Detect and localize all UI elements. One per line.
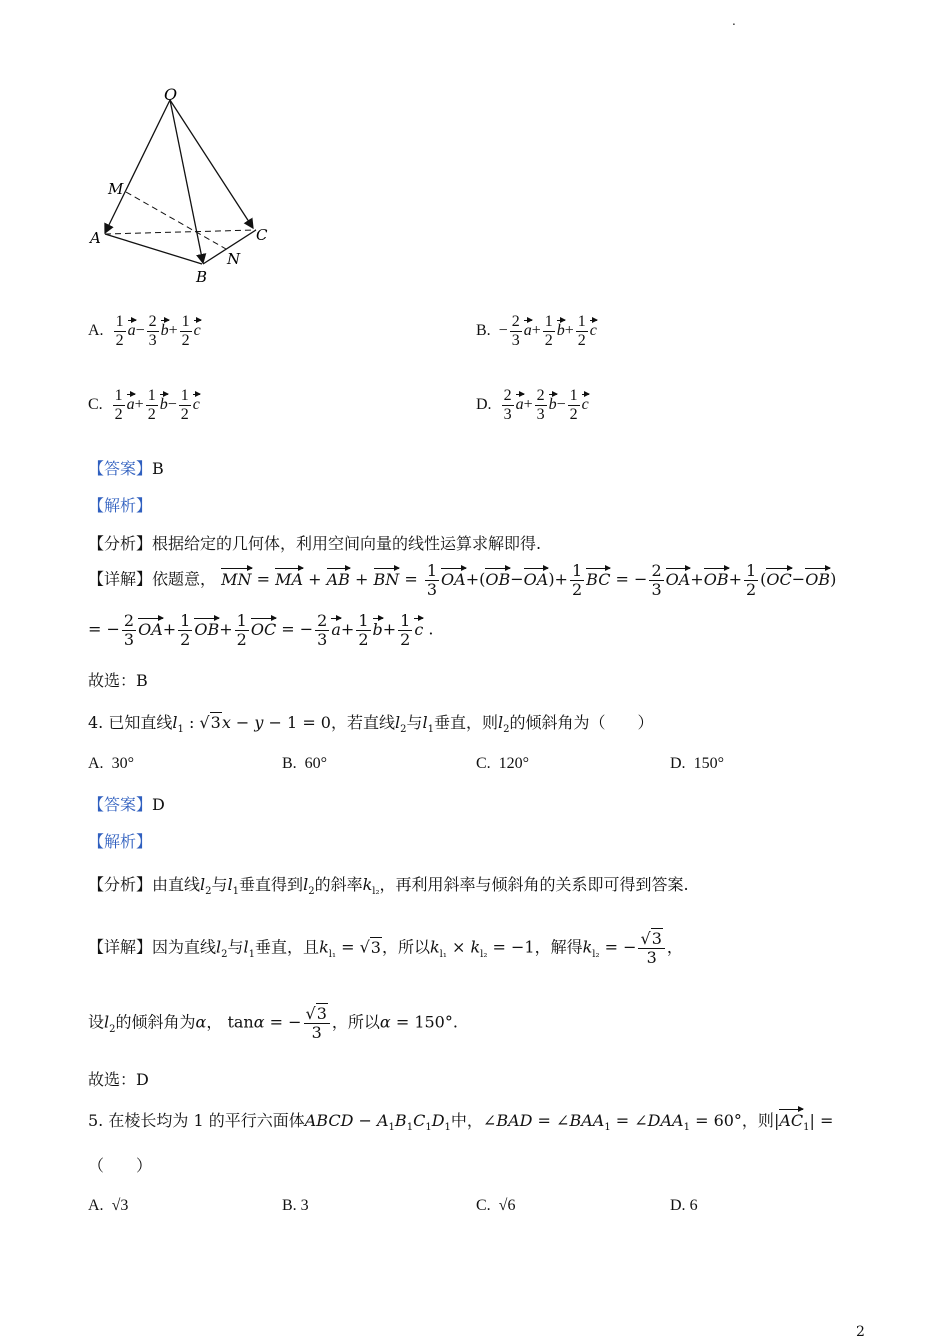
q3-option-c: C. $\frac{1}{2}$ a+ $\frac{1}{2}$ b− $\frac{1}{2}$ c <box>88 387 200 423</box>
q5-paren: （ ） <box>88 1156 153 1175</box>
q5-option-b: B. 3 <box>282 1197 309 1214</box>
page-number: 2 <box>856 1324 865 1340</box>
q3-analysis-tag: 【解析】 <box>88 496 153 515</box>
q5-option-c: C. √6 <box>476 1197 516 1214</box>
q4-detail-line1: 【详解】因为直线$l_2$与$l_1$垂直，且$k_{l_1} = √3$，所以$k_{l_1} \times k_{l_2} = -1$，解得$k_{l_2}$ = − $\frac{√3}{3}$ ， <box>88 929 683 967</box>
top-dot: . <box>732 14 736 28</box>
q3-option-d: D. $\frac{2}{3}$ a+ $\frac{2}{3}$ b− $\frac{1}{2}$ c <box>476 387 589 423</box>
label-N: N <box>227 250 241 268</box>
q4-detail-line2: 设$l_2$的倾斜角为α， tanα = − $\frac{√3}{3}$ ，所以α = 150°. <box>88 1004 458 1042</box>
q4-option-d: D. 150° <box>670 755 724 772</box>
tetrahedron-figure <box>80 80 290 290</box>
q3-choice: 故选：B <box>88 671 148 690</box>
q3-option-b: B. − $\frac{2}{3}$ a+ $\frac{1}{2}$ b+ $\frac{1}{2}$ c <box>476 313 597 349</box>
q3-detail-line1: 【详解】依题意， MN = MA + AB + BN = $\frac{1}{3}$ OA+(OB−OA)+ $\frac{1}{2}$ BC = − $\frac{2}{3}$ OA+OB+ $\frac{1}{2}$ (OC−OB) <box>88 561 837 599</box>
label-C: C <box>256 226 268 244</box>
label-A: A <box>90 229 101 247</box>
q4-answer: 【答案】D <box>88 795 165 814</box>
q3-answer: 【答案】B <box>88 459 164 478</box>
label-M: M <box>108 180 124 198</box>
q3-option-a: A. $\frac{1}{2}$ a− $\frac{2}{3}$ b+ $\frac{1}{2}$ c <box>88 313 201 349</box>
q4-choice: 故选：D <box>88 1070 149 1089</box>
q4-option-b: B. 60° <box>282 755 328 772</box>
q5-option-a: A. √3 <box>88 1197 129 1214</box>
q4-analysis-tag: 【解析】 <box>88 832 153 851</box>
q4-option-c: C. 120° <box>476 755 530 772</box>
label-B: B <box>196 268 208 286</box>
q5-stem: 5. 在棱长均为 1 的平行六面体ABCD − $A_1B_1C_1D_1$中，∠BAD = $\angle BAA_1$ = $\angle DAA_1 = 60^\circ$，则$|AC_1|$ = <box>88 1111 834 1134</box>
label-O: O <box>164 85 178 104</box>
q4-fenxi: 【分析】由直线$l_2$与$l_1$垂直得到$l_2$的斜率$k_{l_2}$，再利用斜率与倾斜角的关系即可得到答案. <box>88 875 689 898</box>
q3-detail-line2: = − $\frac{2}{3}$ OA+ $\frac{1}{2}$ OB+ $\frac{1}{2}$ OC = − $\frac{2}{3}$ a+ $\frac{1}{2}$ b+ $\frac{1}{2}$ c . <box>88 611 434 649</box>
q4-stem: 4. 已知直线$l_1$ : √3x − y − 1 = 0，若直线$l_2$与$l_1$垂直，则$l_2$的倾斜角为（ ） <box>88 713 654 736</box>
q3-fenxi: 【分析】根据给定的几何体，利用空间向量的线性运算求解即得. <box>88 534 542 553</box>
q5-option-d: D. 6 <box>670 1197 698 1214</box>
q4-option-a: A. 30° <box>88 755 134 772</box>
